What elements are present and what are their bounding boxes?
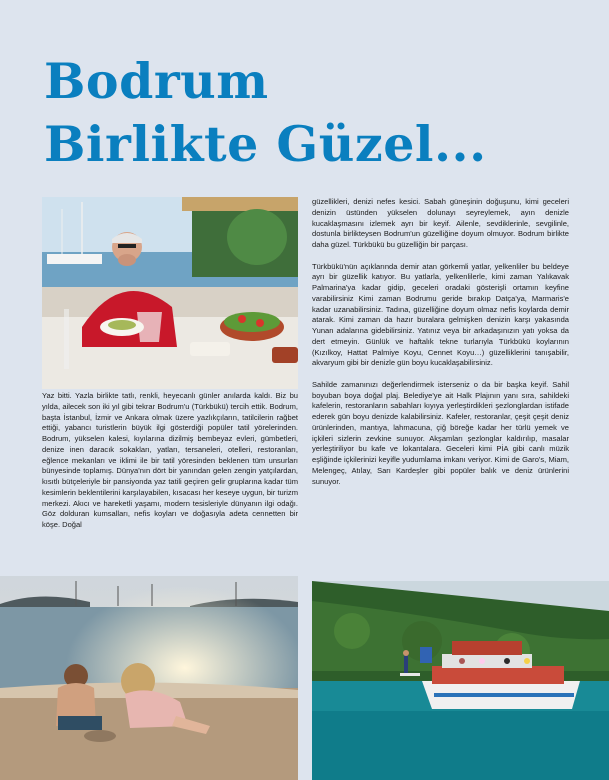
beach-children-photo [0, 576, 298, 780]
right-paragraph-1: güzellikleri, denizi nefes kesici. Sabah güneşinin doğuşunu, kimi geceleri denizin üstünden yükselen dolunayı seyreylemek, ayın denizle kucaklaşmasını izlemek ayrı bir keyif. Ailenle, sevdiklerinle, sevgilinle, dostunla birlikteysen Bodrum'un güzelliğine doyum olmuyor. Bodrum birlikte daha güzel. Türkbükü bu güzelliğin bir parçası. [312, 197, 569, 249]
boat-cove-photo [312, 581, 609, 780]
right-text-column [312, 197, 569, 487]
left-text-column [42, 391, 298, 531]
right-paragraph-2: Türkbükü'nün açıklarında demir atan görkemli yatlar, yelkenliler bu beldeye ayrı bir güzellik katıyor. Bu yatlarla, yelkenlilerle, kimi zaman Yalıkavak Palmarina'ya kadar gidip, geceleri oradaki gösterişli ortamın keyfine varabilirsiniz Kimi zaman Bodrumu geride bırakıp Datça'ya, Marmaris'e kadar uzanabilirsiniz. Tadına, güzelliğine doyum olmaz nefis koylarda demir atarak. Kimi zaman da hazır buralara gelmişken denizin karşı yakasında Yunan adalarına gidebilirsiniz. Yatınız veya bir arkadaşınızın yatı yoksa da dert etmeyin. Günlük ve haftalık tekne turlarıyla Türkbükü koylarının (Kızılkoy, Hattat Palmiye Koyu, Cennet Koyu…) güzelliklerini tanışabilir, akvaryum gibi bir denizle gün boyu kucaklaşabilirsiniz. [312, 261, 569, 368]
left-paragraph-1: Yaz bitti. Yazla birlikte tatlı, renkli, heyecanlı günler anılarda kaldı. Biz bu yılda, ailecek son iki yıl gibi tekrar Bodrum'u (Türkbükü) tercih ettik. Bodrum, başta İstanbul, İzmir ve Ankara olmak üzere yazlıkçıların, tatilcilerin rağbet ettiği, yabancı turistlerin büyük ilgi gösterdiği popüler tatil yörelerinden. Bodrum, yükselen kalesi, kıyılarına dizilmiş bembeyaz evleri, gümbetleri, denize inen daracık sokakları, yatları, tersaneleri, otelleri, restoranları, eğlence mekanları ve iklimi ile bir tatil yöresinden beklenen tüm unsurları bünyesinde toplamış. Dünya'nın dört bir yanından gelen zengin yatçılardan, kısıtlı bütçeleriyle bir pansiyonda yaz tatili geçiren gelir gruplarına kadar tüm kesimlerin beklentilerini karşılayabilen, kısacası her keseye uygun, bir turizm merkezi. Akıcı ve hareketli yaşamı, modern tesisleriyle dünyanın ilgi odağı. Göz dolduran kumsalları, nefis koyları ve doğasıyla adeta cennetten bir köşe. Doğal [42, 391, 298, 529]
title-line-2: Birlikte Güzel... [44, 115, 487, 173]
restaurant-photo [42, 197, 298, 389]
page-title [44, 50, 487, 176]
right-paragraph-3: Sahilde zamanınızı değerlendirmek isterseniz o da bir başka keyif. Sahil boyuban boya doğal plaj. Belediye'ye ait Halk Plajının yanı sıra, sahildeki kafelerin, restoranların sabahları kıyıya yerleştirdikleri şezlonglardan istifade ederek gün boyu denizde kalabilirsiniz. Kafeler, restoranlar, çeşit çeşit deniz ürünlerinden, mantıya, lahmacuna, çiğ böreğe kadar her türlü yemek ve içkileri sizlerin zevkine sunuyor. Akşamları şezlonglar kaldırılıp, masalar yerleştiriliyor bu kafe ve lokantalara. Geceleri kimi PİA gibi canlı müzik eşliğinde içkilerinizi keyifle yudumlama imkanı veriyor. Kimi de Garo's, Miam, Melengeç, Atılay, Sarı Kardeşler gibi popüler balık ve deniz ürünlerini sunuyor. [312, 379, 569, 486]
title-line-1: Bodrum [44, 52, 269, 110]
